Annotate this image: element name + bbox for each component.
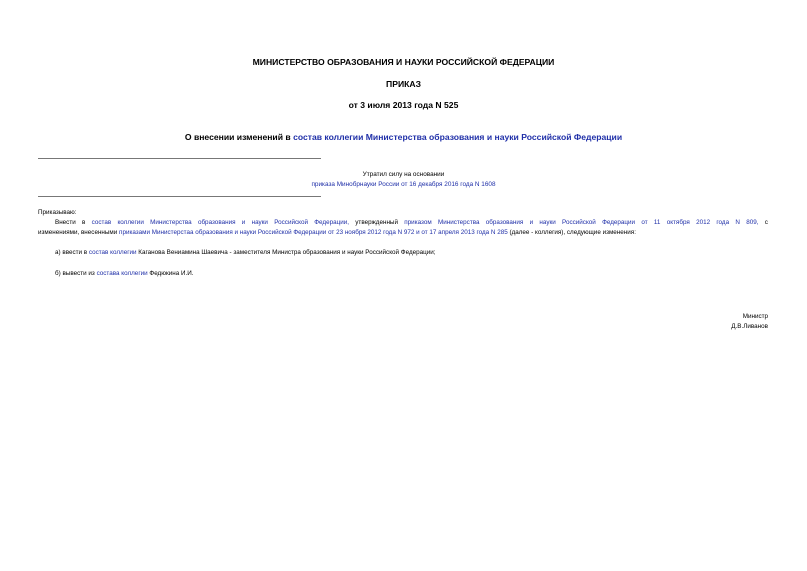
p1-line2-link[interactable]: приказами Министерстаа образования и науки Российской Федерации от 23 ноября 2012 года N 972 и от 17 апреля 2013 года N 285	[119, 229, 508, 236]
title-prefix: О внесении изменений в	[184, 132, 294, 142]
p1-link-word[interactable]: 809,	[746, 219, 759, 226]
item-a	[55, 249, 436, 257]
p1-link-word[interactable]: образования	[197, 219, 236, 226]
p1-link-word[interactable]: приказом	[404, 219, 432, 226]
item-a-link[interactable]: состав коллегии	[88, 249, 137, 256]
notice-line: Утратил силу на основании	[362, 171, 445, 178]
divider-top	[38, 158, 321, 159]
p1-word: в	[82, 219, 86, 226]
p1-link-word[interactable]: состав	[91, 219, 112, 226]
p1-link-word[interactable]: и	[241, 219, 246, 226]
p1-link-word[interactable]: науки	[539, 219, 556, 226]
title-link[interactable]: состав коллегии Министерства образования и науки Российской Федерации	[293, 132, 623, 142]
item-a-suffix: Каганова Вениамина Шаевича - заместителя Министра образования и науки Российской Федерации;	[136, 249, 436, 256]
p1-link-word[interactable]: образования	[485, 219, 524, 226]
ministry-heading: МИНИСТЕРСТВО ОБРАЗОВАНИЯ И НАУКИ РОССИЙСКОЙ ФЕДЕРАЦИИ	[252, 57, 555, 67]
item-a-prefix: а) ввести в	[55, 249, 89, 256]
p1-link-word[interactable]: Федерации	[602, 219, 636, 226]
p1-line2-text-a: изменениями, внесенными	[38, 229, 120, 236]
p1-link-word[interactable]: октября	[666, 219, 690, 226]
document-title	[0, 132, 807, 142]
p1-link-word[interactable]: Министерства	[150, 219, 192, 226]
notice-link[interactable]: приказа Минобрнауки России от 16 декабря 2016 года N 1608	[311, 181, 496, 188]
p1-link-word[interactable]: науки	[251, 219, 268, 226]
p1-link-word[interactable]: 2012	[696, 219, 711, 226]
p1-link-word[interactable]: и	[529, 219, 534, 226]
p1-word: Внести	[55, 219, 76, 226]
signature-name: Д.В.Ливанов	[731, 323, 768, 330]
p1-link-word[interactable]: 11	[653, 219, 661, 226]
p1-link-word[interactable]: коллегии	[117, 219, 144, 226]
p1-line2-text-b: (далее - коллегия), следующие изменения:	[507, 229, 636, 236]
item-b-prefix: б) вывести из	[55, 270, 97, 277]
item-b-link[interactable]: состава коллегии	[96, 270, 148, 277]
p1-link-word[interactable]: Российской	[274, 219, 308, 226]
p1-link-word[interactable]: Министерства	[437, 219, 480, 226]
document-type: ПРИКАЗ	[386, 79, 421, 89]
p1-link-word[interactable]: года	[716, 219, 730, 226]
p1-link-word[interactable]: N	[735, 219, 740, 226]
intro-text: Приказываю:	[38, 209, 77, 216]
p1-link-word[interactable]: Российской	[562, 219, 596, 226]
divider-bottom	[38, 196, 321, 197]
item-b-suffix: Федюкина И.И.	[147, 270, 194, 277]
signature-position: Министр	[742, 313, 768, 320]
p1-link-word[interactable]: Федерации,	[314, 219, 349, 226]
paragraph-1-line-1	[55, 219, 768, 227]
item-b	[55, 270, 194, 278]
p1-word: утвержденный	[355, 219, 398, 226]
paragraph-1-line-2	[38, 229, 636, 237]
p1-word: с	[764, 219, 768, 226]
p1-link-word[interactable]: от	[641, 219, 648, 226]
document-date: от 3 июля 2013 года N 525	[348, 100, 459, 110]
